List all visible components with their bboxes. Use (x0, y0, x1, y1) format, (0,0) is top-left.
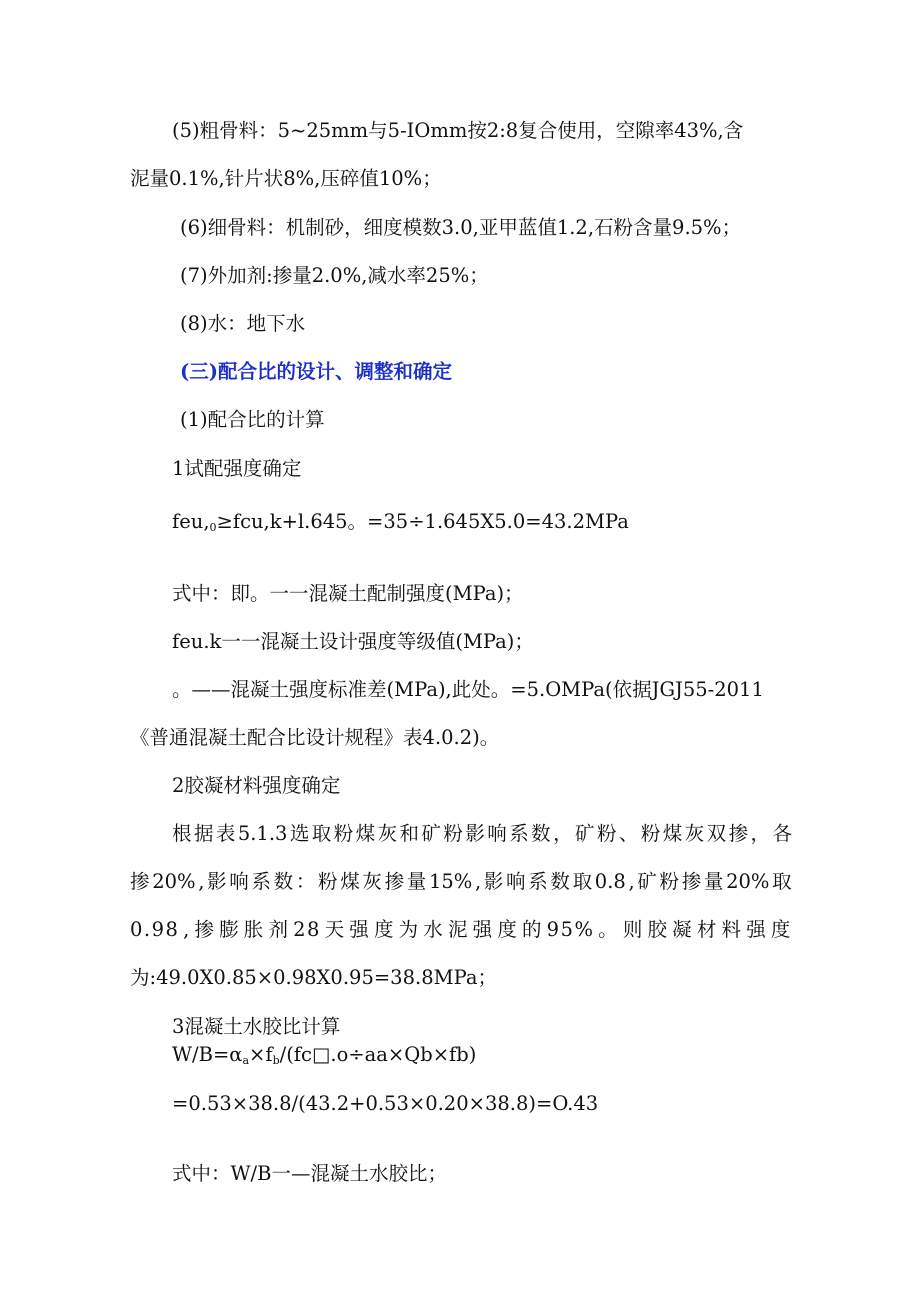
paragraph-binder-3: 0.98 , 掺 膨 胀 剂 28 天 强 度 为 水 泥 强 度 的 95% 。 则 胶 凝 材 料 强 度 (130, 918, 792, 941)
paragraph-binder-4: 为:49.0X0.85×0.98X0.95=38.8MPa； (130, 966, 497, 989)
formula-water-binder-result: =0.53×38.8/(43.2+0.53×0.20×38.8)=O.43 (172, 1092, 599, 1115)
paragraph-binder-1: 根 据 表 5.1.3 选 取 粉 煤 灰 和 矿 粉 影 响 系 数 ， 矿 粉 、 粉 煤 灰 双 掺 ， 各 (172, 822, 792, 845)
definition-standard-reference: 《普通混凝土配合比设计规程》表4.0.2)。 (130, 726, 500, 749)
definition-water-binder-ratio: 式中：W/B一—混凝土水胶比； (172, 1162, 447, 1185)
definition-design-strength: feu.k一一混凝土设计强度等级值(MPa)； (172, 630, 534, 653)
formula-trial-strength: $feu,_0\ge fcu,k+l.645$。=35÷1.645X5.0=43.2MPa (172, 510, 629, 534)
step-water-binder-ratio: 3混凝土水胶比计算 (172, 1015, 341, 1038)
paragraph-coarse-aggregate-cont: 泥量0.1%,针片状8%,压碎值10%； (130, 167, 442, 190)
paragraph-fine-aggregate: (6)细骨料：机制砂，细度模数3.0,亚甲蓝值1.2,石粉含量9.5%； (180, 216, 742, 239)
step-trial-strength: 1试配强度确定 (172, 457, 302, 480)
paragraph-water: (8)水：地下水 (180, 312, 306, 335)
subsection-mix-calculation: (1)配合比的计算 (180, 408, 325, 431)
section-heading: (三)配合比的设计、调整和确定 (180, 360, 452, 383)
paragraph-coarse-aggregate: (5)粗骨料：5~25mm与5-IOmm按2:8复合使用，空隙率43%,含 (172, 119, 744, 142)
step-binder-strength: 2胶凝材料强度确定 (172, 774, 341, 797)
paragraph-admixture: (7)外加剂:掺量2.0%,减水率25%； (180, 264, 489, 287)
definition-trial-strength: 式中：即。一一混凝土配制强度(MPa)； (172, 582, 524, 605)
definition-standard-deviation: 。——混凝土强度标准差(MPa),此处。=5.OMPa(依据JGJ55-2011 (172, 678, 764, 701)
formula-water-binder-ratio: $W/B=\alpha_a\times f_b/(fc□.o\div aa\times Qb\times fb)$ (172, 1043, 477, 1067)
paragraph-binder-2: 掺 20% , 影 响 系 数 ： 粉 煤 灰 掺 量 15% , 影 响 系 数 取 0.8 , 矿 粉 掺 量 20% 取 (130, 870, 792, 893)
